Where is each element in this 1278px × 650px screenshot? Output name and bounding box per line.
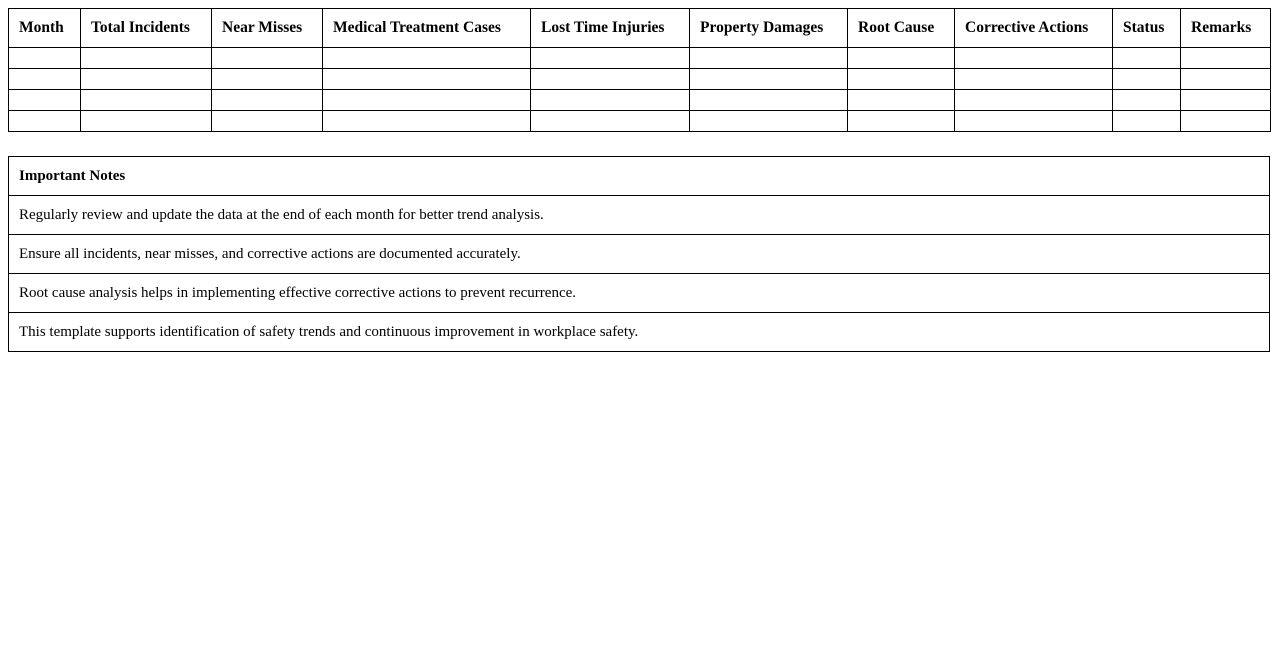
note-item: Regularly review and update the data at the end of each month for better trend analysis. (9, 196, 1270, 235)
table-cell (955, 48, 1113, 69)
table-cell (81, 111, 212, 132)
table-cell (1181, 69, 1271, 90)
table-cell (212, 90, 323, 111)
column-header-root-cause: Root Cause (848, 9, 955, 48)
table-cell (81, 48, 212, 69)
table-cell (323, 69, 531, 90)
table-row (9, 90, 1271, 111)
table-cell (848, 69, 955, 90)
incident-tracking-table (8, 8, 1271, 132)
table-cell (531, 48, 690, 69)
column-header-near-misses: Near Misses (212, 9, 323, 48)
column-header-status: Status (1113, 9, 1181, 48)
column-header-total-incidents: Total Incidents (81, 9, 212, 48)
table-cell (9, 69, 81, 90)
note-row (9, 235, 1270, 274)
table-cell (955, 111, 1113, 132)
table-cell (1181, 48, 1271, 69)
table-header-row (9, 9, 1271, 48)
table-cell (690, 90, 848, 111)
note-row (9, 313, 1270, 352)
table-cell (323, 48, 531, 69)
notes-heading-row (9, 157, 1270, 196)
table-cell (81, 69, 212, 90)
column-header-medical-treatment-cases: Medical Treatment Cases (323, 9, 531, 48)
table-row (9, 111, 1271, 132)
table-cell (1113, 69, 1181, 90)
table-cell (848, 111, 955, 132)
notes-heading: Important Notes (9, 157, 1270, 196)
note-row (9, 274, 1270, 313)
column-header-corrective-actions: Corrective Actions (955, 9, 1113, 48)
table-cell (848, 90, 955, 111)
column-header-remarks: Remarks (1181, 9, 1271, 48)
table-cell (1113, 111, 1181, 132)
table-cell (323, 90, 531, 111)
table-row (9, 69, 1271, 90)
column-header-month: Month (9, 9, 81, 48)
table-cell (9, 90, 81, 111)
table-row (9, 48, 1271, 69)
table-cell (955, 90, 1113, 111)
note-item: Root cause analysis helps in implementing effective corrective actions to prevent recurrence. (9, 274, 1270, 313)
table-cell (531, 69, 690, 90)
table-cell (955, 69, 1113, 90)
table-cell (9, 111, 81, 132)
table-cell (212, 111, 323, 132)
important-notes-table (8, 156, 1270, 352)
table-cell (81, 90, 212, 111)
table-cell (531, 90, 690, 111)
table-cell (690, 48, 848, 69)
table-cell (1181, 111, 1271, 132)
table-cell (690, 111, 848, 132)
note-row (9, 196, 1270, 235)
table-cell (1113, 90, 1181, 111)
table-cell (9, 48, 81, 69)
table-cell (531, 111, 690, 132)
table-cell (323, 111, 531, 132)
table-cell (1113, 48, 1181, 69)
column-header-lost-time-injuries: Lost Time Injuries (531, 9, 690, 48)
table-cell (690, 69, 848, 90)
table-cell (212, 48, 323, 69)
column-header-property-damages: Property Damages (690, 9, 848, 48)
note-item: Ensure all incidents, near misses, and corrective actions are documented accurately. (9, 235, 1270, 274)
note-item: This template supports identification of safety trends and continuous improvement in workplace safety. (9, 313, 1270, 352)
table-cell (1181, 90, 1271, 111)
table-cell (212, 69, 323, 90)
table-cell (848, 48, 955, 69)
